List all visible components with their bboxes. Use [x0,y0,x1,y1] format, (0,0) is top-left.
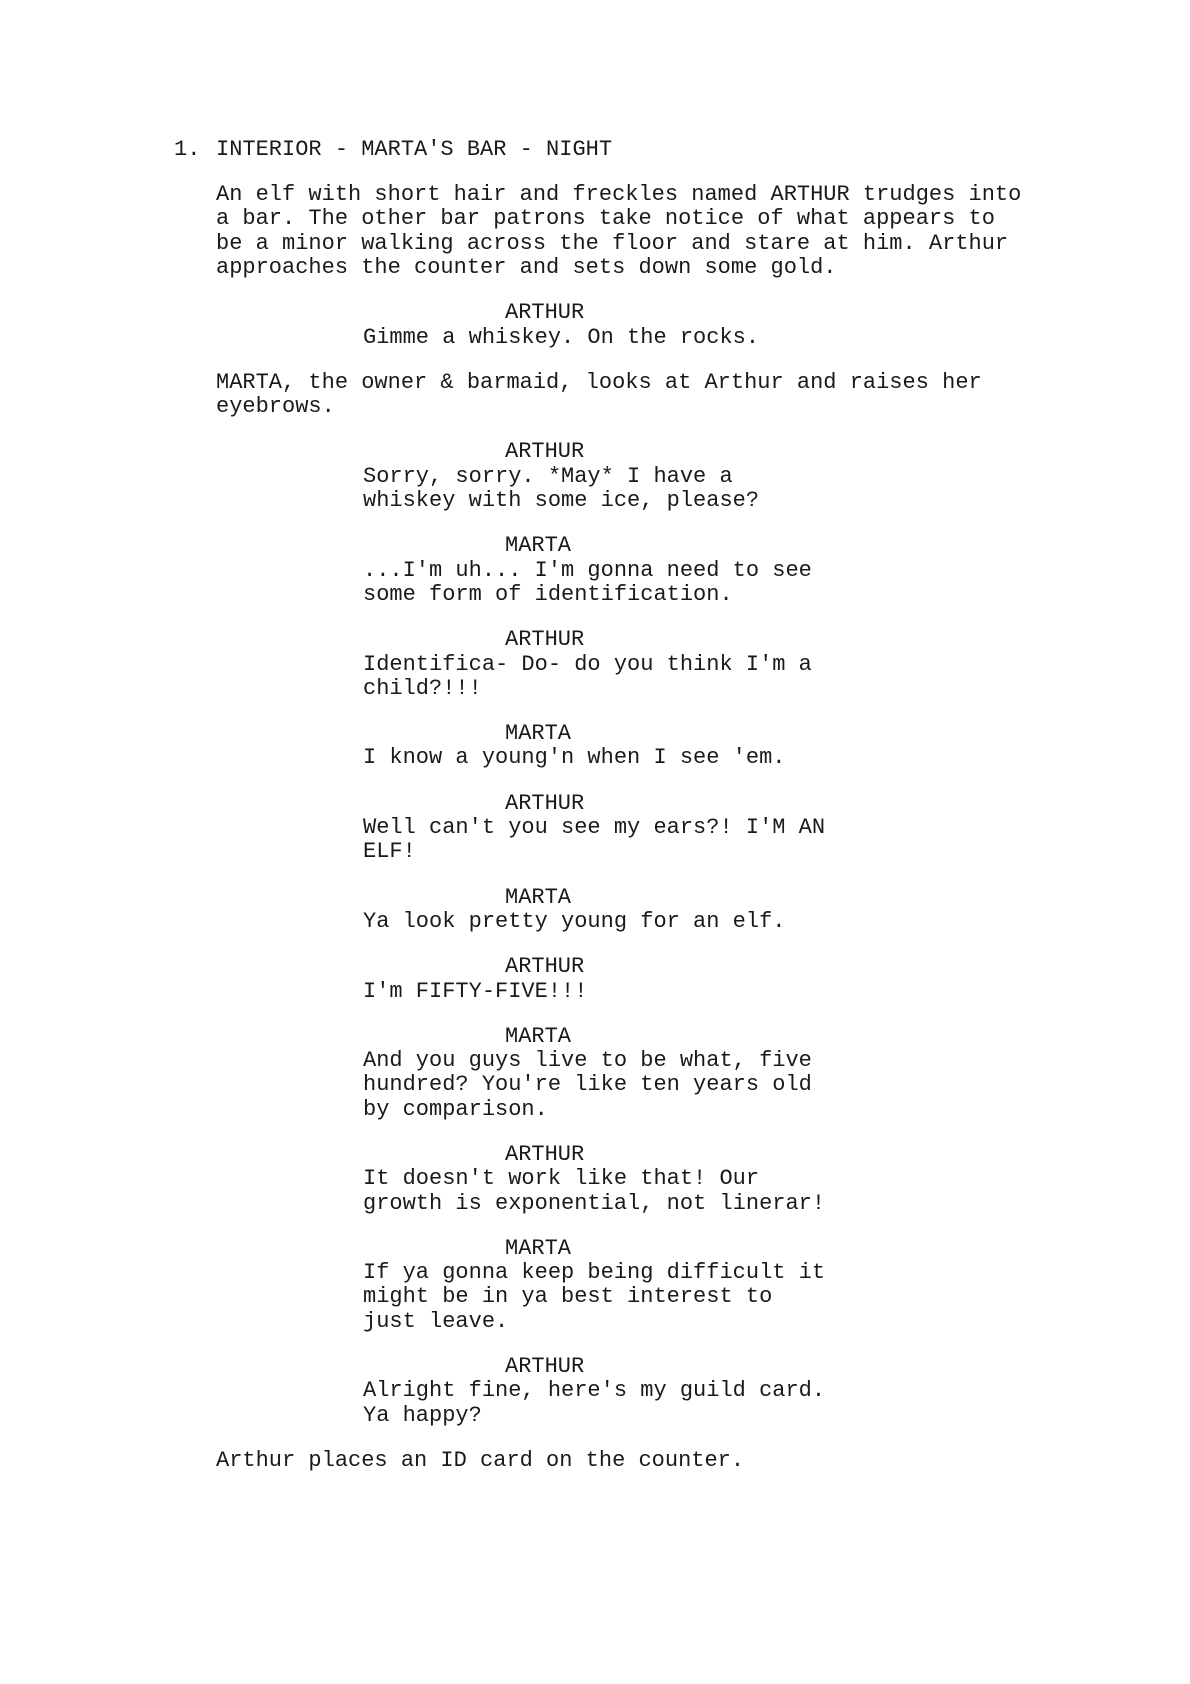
dialogue-block [363,1049,812,1122]
dialogue-line: whiskey with some ice, please? [363,487,760,513]
dialogue-block [363,465,759,514]
action-block [216,183,1021,280]
character-block [505,792,584,816]
character-block [505,628,584,652]
action-line: approaches the counter and sets down some gold. [216,254,837,280]
character-block [505,1355,584,1379]
character-block [505,722,571,746]
character-block [505,955,584,979]
scene-heading [174,138,612,162]
character-line: MARTA [505,533,572,559]
dialogue-line: I'm FIFTY-FIVE!!! [363,978,588,1004]
dialogue-line: some form of identification. [363,581,733,607]
dialogue-line: If ya gonna keep being difficult it [363,1260,826,1286]
dialogue-line: hundred? You're like ten years old [363,1072,812,1098]
action-block [216,1449,744,1473]
dialogue-line: growth is exponential, not linerar! [363,1190,826,1216]
dialogue-block [363,816,825,865]
character-line: ARTHUR [505,627,585,653]
character-line: ARTHUR [505,954,585,980]
character-line: ARTHUR [505,1142,585,1167]
dialogue-block [363,1167,825,1216]
dialogue-block [363,980,587,1004]
dialogue-line: might be in ya best interest to [363,1284,773,1310]
scene-number: 1. [174,137,201,162]
dialogue-block [363,559,812,608]
character-line: MARTA [505,1235,572,1261]
character-block [505,440,584,464]
dialogue-line: Sorry, sorry. *May* I have a [363,463,733,489]
dialogue-line: ...I'm uh... I'm gonna need to see [363,557,812,583]
dialogue-line: Identifica- Do- do you think I'm a [363,651,812,677]
dialogue-line: by comparison. [363,1096,548,1122]
character-line: ARTHUR [505,1354,585,1380]
dialogue-block [363,910,785,934]
action-line: Arthur places an ID card on the counter. [216,1448,745,1473]
dialogue-line: It doesn't work like that! Our [363,1166,760,1192]
character-block [505,1143,584,1167]
action-line: eyebrows. [216,394,335,420]
character-line: ARTHUR [505,439,585,465]
character-line: MARTA [505,721,572,747]
character-block [505,886,571,910]
character-block [505,1237,571,1261]
action-line: An elf with short hair and freckles named ARTHUR trudges into [216,182,1022,207]
character-block [505,1025,571,1049]
dialogue-line: Well can't you see my ears?! I'M AN [363,815,826,840]
dialogue-line: ELF! [363,839,416,865]
dialogue-line: I know a young'n when I see 'em. [363,745,786,771]
dialogue-block [363,1261,825,1334]
scene-heading-text: INTERIOR - MARTA'S BAR - NIGHT [216,137,613,162]
dialogue-block [363,653,812,702]
character-block [505,301,584,325]
dialogue-line: Ya look pretty young for an elf. [363,908,786,934]
dialogue-line: Alright fine, here's my guild card. [363,1378,826,1404]
dialogue-line: Ya happy? [363,1402,482,1428]
character-line: ARTHUR [505,790,585,816]
action-line: MARTA, the owner & barmaid, looks at Arthur and raises her [216,369,982,395]
dialogue-line: child?!!! [363,675,482,701]
character-line: MARTA [505,884,572,910]
dialogue-line: just leave. [363,1308,509,1334]
character-line: MARTA [505,1023,572,1049]
action-line: be a minor walking across the floor and stare at him. Arthur [216,230,1009,256]
action-line: a bar. The other bar patrons take notice of what appears to [216,206,995,232]
character-block [505,534,571,558]
dialogue-block [363,746,785,770]
dialogue-block [363,1379,825,1428]
dialogue-line: And you guys live to be what, five [363,1048,812,1074]
action-block [216,371,982,420]
dialogue-line: Gimme a whiskey. On the rocks. [363,324,760,350]
dialogue-block [363,326,759,350]
character-line: ARTHUR [505,300,585,326]
